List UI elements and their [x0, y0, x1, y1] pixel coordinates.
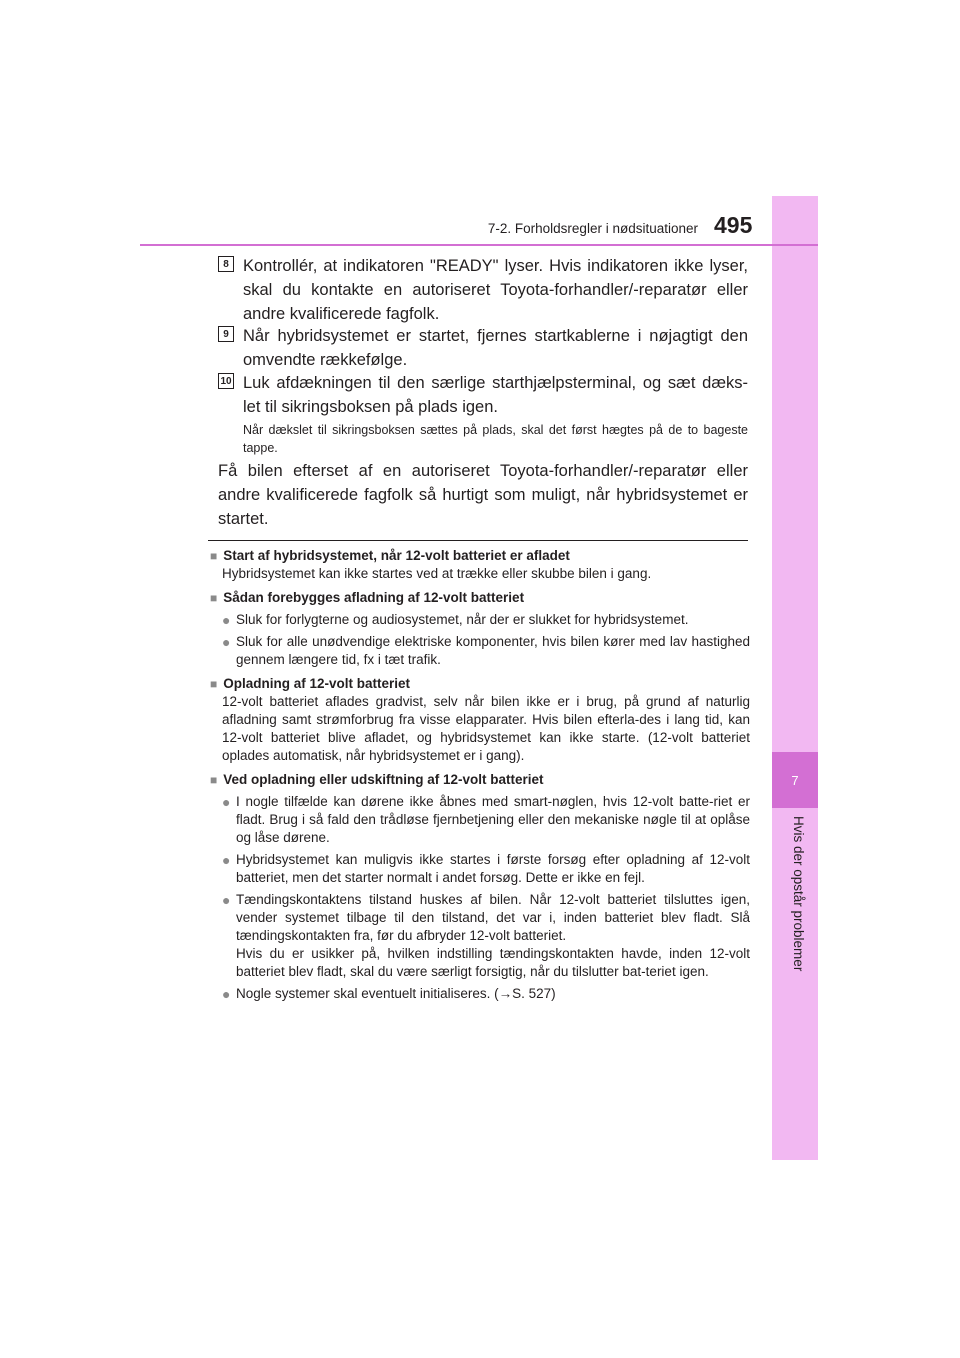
info-heading: ■ Opladning af 12-volt batteriet [210, 676, 411, 691]
circle-bullet-icon: ● [222, 892, 231, 908]
info-section [210, 547, 750, 1003]
chapter-number: 7 [772, 752, 818, 808]
info-heading: ■ Sådan forebygges afladning af 12-volt batteriet [210, 590, 525, 605]
circle-bullet-icon: ● [222, 852, 231, 868]
square-bullet-icon: ■ [210, 773, 218, 787]
info-heading: ■ Ved opladning eller udskiftning af 12-volt batteriet [210, 772, 544, 787]
list-item: ● Nogle systemer skal eventuelt initialiseres. (→S. 527) [222, 986, 556, 1002]
step-number: 9 [218, 326, 234, 342]
section-title: 7-2. Forholdsregler i nødsituationer [487, 221, 698, 236]
info-paragraph: Hybridsystemet kan ikke startes ved at trække eller skubbe bilen i gang. [222, 566, 652, 581]
list-item: ● Sluk for forlygterne og audiosystemet, når der er slukket for hybridsystemet. [222, 612, 689, 628]
list-item: ● Hybridsystemet kan muligvis ikke startes i første forsøg efter opladning af 12-volt batteriet, men det starter normalt i andet forsøg. Dette er ikke en fejl. [222, 852, 750, 885]
step-8 [218, 254, 748, 326]
circle-bullet-icon: ● [222, 612, 231, 628]
square-bullet-icon: ■ [210, 549, 218, 563]
step-9 [218, 324, 748, 372]
square-bullet-icon: ■ [210, 677, 218, 691]
step-text: Kontrollér, at indikatoren "READY" lyser. Hvis indikatoren ikke lyser, skal du kontakte en autoriseret Toyota-forhandler/-reparatør eller andre kvalificerede fagfolk. [243, 257, 748, 323]
chapter-title: Hvis der opstår problemer [791, 816, 806, 972]
closing-paragraph: Få bilen efterset af en autoriseret Toyota-forhandler/-reparatør eller andre kvalificerede fagfolk så hurtigt som muligt, når hybridsystemet er startet. [218, 462, 748, 528]
circle-bullet-icon: ● [222, 794, 231, 810]
list-item: ● I nogle tilfælde kan dørene ikke åbnes med smart-nøglen, hvis 12-volt batte-riet er fladt. Brug i så fald den trådløse fjernbetjening eller den mekaniske nøgle til at oplåse og låse dørene. [222, 794, 750, 845]
header-rule [140, 244, 818, 246]
info-paragraph: 12-volt batteriet aflades gradvist, selv når bilen ikke er i brug, på grund af naturlig afladning samt strømforbrug fra visse elapparater. Hvis bilen efterla-des i lang tid, kan 12-volt batteriet blive afladet, og hybridsystemet kan ikke starte. (12-volt batteriet oplades automatisk, når hybridsystemet er i gang). [222, 694, 750, 763]
step-text: Når hybridsystemet er startet, fjernes startkablerne i nøjagtigt den omvendte rækkefølge. [243, 327, 748, 369]
info-heading: ■ Start af hybridsystemet, når 12-volt batteriet er afladet [210, 548, 570, 563]
circle-bullet-icon: ● [222, 986, 231, 1002]
list-item: ● Sluk for alle unødvendige elektriske komponenter, hvis bilen kører med lav hastighed gennem længere tid, fx i tæt trafik. [222, 634, 750, 667]
square-bullet-icon: ■ [210, 591, 218, 605]
step-number: 8 [218, 256, 234, 272]
step-10 [218, 371, 748, 419]
step-text: Luk afdækningen til den særlige starthjælpsterminal, og sæt dæks-let til sikringsboksen på plads igen. [243, 374, 748, 416]
step-number: 10 [218, 373, 234, 389]
step-note: Når dækslet til sikringsboksen sættes på plads, skal det først hægtes på de to bageste tappe. [243, 423, 748, 455]
circle-bullet-icon: ● [222, 634, 231, 650]
section-divider [208, 540, 748, 541]
page-number: 495 [714, 212, 753, 238]
list-item: ● Tændingskontaktens tilstand huskes af bilen. Når 12-volt batteriet tilsluttes igen, vender systemet tilbage til den tilstand, det var i, inden batteriet blev fladt. Slå tændingskontakten fra, før du afbryder 12-volt batteriet. Hvis du er usikker på, hvilken indstilling tændingskontakten havde, inden 12-volt batteriet blev fladt, skal du være særligt forsigtig, når du tilslutter bat-teriet igen. [222, 892, 750, 979]
